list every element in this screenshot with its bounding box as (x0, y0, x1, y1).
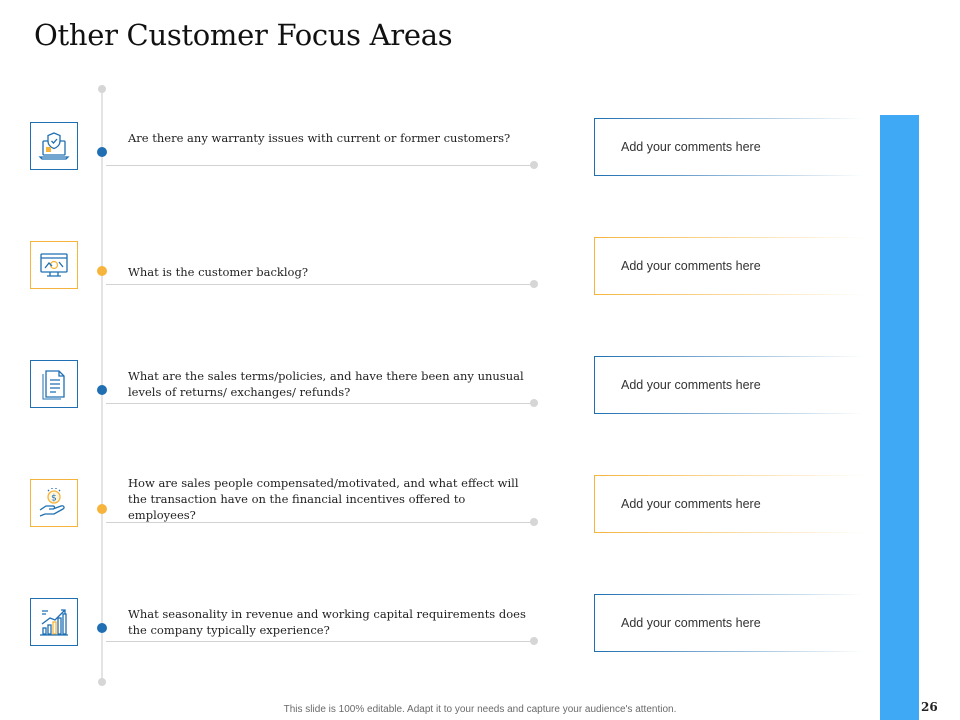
focus-item (0, 353, 960, 423)
divider-line (106, 522, 533, 523)
comment-box[interactable]: Add your comments here (594, 237, 864, 295)
timeline-node (97, 266, 107, 276)
page-number: 26 (921, 700, 938, 714)
comment-box[interactable]: Add your comments here (594, 356, 864, 414)
focus-item (0, 115, 960, 185)
growth-chart-icon (30, 598, 78, 646)
divider-line (106, 641, 533, 642)
divider-line (106, 403, 533, 404)
laptop-shield-icon (30, 122, 78, 170)
focus-item (0, 472, 960, 542)
timeline-node (97, 504, 107, 514)
page-title: Other Customer Focus Areas (34, 18, 453, 52)
timeline-start-dot (98, 85, 106, 93)
timeline-node (97, 385, 107, 395)
comment-box[interactable]: Add your comments here (594, 594, 864, 652)
question-text: How are sales people compensated/motivated, and what effect will the transaction have on the financial incentives offered to employees? (128, 476, 519, 522)
timeline-node (97, 623, 107, 633)
comment-box[interactable]: Add your comments here (594, 475, 864, 533)
timeline-node (97, 147, 107, 157)
divider-dot (530, 637, 538, 645)
divider-dot (530, 518, 538, 526)
document-icon (30, 360, 78, 408)
timeline-end-dot (98, 678, 106, 686)
divider-line (106, 284, 533, 285)
question-text: What seasonality in revenue and working capital requirements does the company typically experience? (128, 607, 526, 637)
footer-note: This slide is 100% editable. Adapt it to your needs and capture your audience's attention. (283, 704, 677, 715)
question-text: What is the customer backlog? (128, 265, 308, 279)
divider-dot (530, 280, 538, 288)
svg-text:$: $ (51, 493, 57, 504)
divider-dot (530, 399, 538, 407)
divider-dot (530, 161, 538, 169)
focus-item (0, 591, 960, 661)
divider-line (106, 165, 533, 166)
focus-item (0, 234, 960, 304)
comment-box[interactable]: Add your comments here (594, 118, 864, 176)
question-text: What are the sales terms/policies, and have there been any unusual levels of returns/ exchanges/ refunds? (128, 369, 524, 399)
monitor-gear-icon (30, 241, 78, 289)
hand-coin-icon (30, 479, 78, 527)
question-text: Are there any warranty issues with current or former customers? (128, 131, 511, 145)
accent-bar (880, 115, 919, 720)
